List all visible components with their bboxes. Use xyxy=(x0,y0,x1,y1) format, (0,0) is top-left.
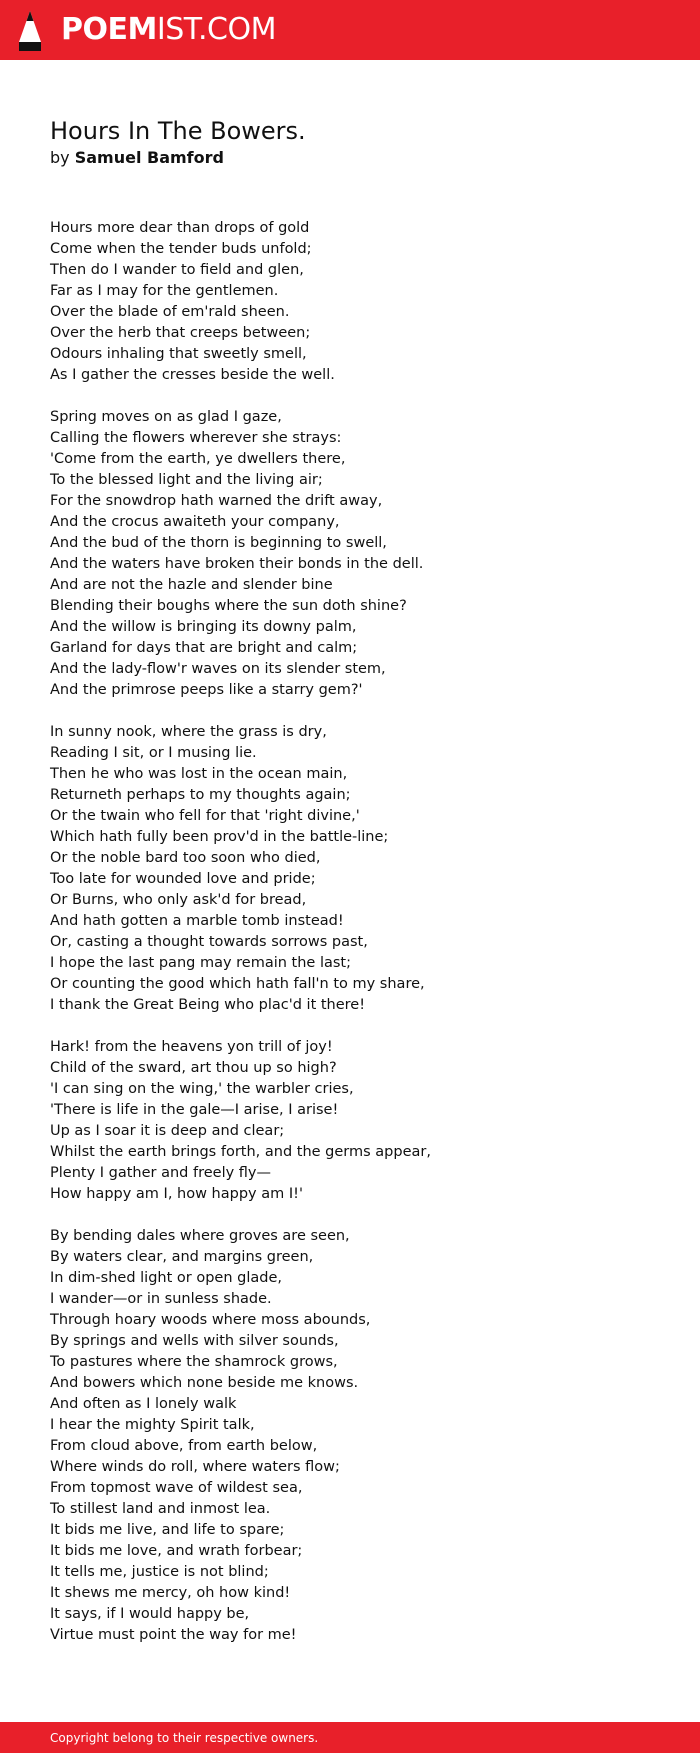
poem-line: Returneth perhaps to my thoughts again; xyxy=(50,787,351,803)
poem-line: I thank the Great Being who plac'd it there! xyxy=(50,997,366,1013)
poem-line: Over the blade of em'rald sheen. xyxy=(50,304,290,320)
poem-line: Over the herb that creeps between; xyxy=(50,325,311,341)
poem-line: 'There is life in the gale—I arise, I arise! xyxy=(50,1102,339,1118)
poem-line: And the lady-flow'r waves on its slender stem, xyxy=(50,661,386,677)
poem-line: How happy am I, how happy am I!' xyxy=(50,1186,303,1202)
stanza xyxy=(50,1226,670,1646)
poem-line: I wander—or in sunless shade. xyxy=(50,1291,272,1307)
poem-line: In sunny nook, where the grass is dry, xyxy=(50,724,327,740)
poem-line: It says, if I would happy be, xyxy=(50,1606,250,1622)
site-logo-text[interactable] xyxy=(61,12,276,48)
poem-line: Virtue must point the way for me! xyxy=(50,1627,297,1643)
poem-line: Then do I wander to field and glen, xyxy=(50,262,304,278)
poem-line: And hath gotten a marble tomb instead! xyxy=(50,913,344,929)
poem-line: By bending dales where groves are seen, xyxy=(50,1228,350,1244)
poem-line: Or Burns, who only ask'd for bread, xyxy=(50,892,307,908)
poem-line: And bowers which none beside me knows. xyxy=(50,1375,359,1391)
poem-line: It shews me mercy, oh how kind! xyxy=(50,1585,291,1601)
poem-line: Where winds do roll, where waters flow; xyxy=(50,1459,340,1475)
poem-line: It bids me love, and wrath forbear; xyxy=(50,1543,303,1559)
poem-line: It tells me, justice is not blind; xyxy=(50,1564,269,1580)
poem-line: Garland for days that are bright and calm; xyxy=(50,640,358,656)
poem-line: Or counting the good which hath fall'n to my share, xyxy=(50,976,425,992)
poem-line: To pastures where the shamrock grows, xyxy=(50,1354,338,1370)
poem-line: Odours inhaling that sweetly smell, xyxy=(50,346,307,362)
poem-line: Reading I sit, or I musing lie. xyxy=(50,745,257,761)
poem-line: To stillest land and inmost lea. xyxy=(50,1501,271,1517)
poem-line: And the crocus awaiteth your company, xyxy=(50,514,340,530)
stanza xyxy=(50,218,670,386)
by-label: by xyxy=(50,148,70,167)
poem-line: Which hath fully been prov'd in the battle-line; xyxy=(50,829,389,845)
poem-line: 'I can sing on the wing,' the warbler cries, xyxy=(50,1081,354,1097)
poem-line: Then he who was lost in the ocean main, xyxy=(50,766,348,782)
poem-body xyxy=(50,218,670,1667)
poem-line: 'Come from the earth, ye dwellers there, xyxy=(50,451,346,467)
poem-line: Blending their boughs where the sun doth shine? xyxy=(50,598,407,614)
poem-line: Far as I may for the gentlemen. xyxy=(50,283,279,299)
poem-line: Plenty I gather and freely fly— xyxy=(50,1165,272,1181)
poem-line: And the bud of the thorn is beginning to swell, xyxy=(50,535,387,551)
site-footer xyxy=(0,1722,700,1753)
poem-line: And often as I lonely walk xyxy=(50,1396,237,1412)
brand-bold: POEM xyxy=(61,12,157,47)
stanza xyxy=(50,407,670,701)
stanza xyxy=(50,722,670,1016)
poem-line: And are not the hazle and slender bine xyxy=(50,577,333,593)
poem-line: Up as I soar it is deep and clear; xyxy=(50,1123,285,1139)
poem-line: I hope the last pang may remain the last; xyxy=(50,955,351,971)
poem-title: Hours In The Bowers. xyxy=(50,117,306,145)
poem-line: Come when the tender buds unfold; xyxy=(50,241,312,257)
pencil-icon[interactable] xyxy=(17,10,43,52)
poem-line: I hear the mighty Spirit talk, xyxy=(50,1417,255,1433)
poem-line: Or the noble bard too soon who died, xyxy=(50,850,321,866)
poem-line: Hark! from the heavens yon trill of joy! xyxy=(50,1039,333,1055)
poem-line: Child of the sward, art thou up so high? xyxy=(50,1060,337,1076)
poem-line: Too late for wounded love and pride; xyxy=(50,871,316,887)
poem-line: To the blessed light and the living air; xyxy=(50,472,323,488)
byline xyxy=(50,147,224,169)
copyright-text: Copyright belong to their respective owners. xyxy=(50,1731,319,1745)
poem-line: It bids me live, and life to spare; xyxy=(50,1522,285,1538)
poem-line: Whilst the earth brings forth, and the germs appear, xyxy=(50,1144,431,1160)
poem-line: And the willow is bringing its downy palm, xyxy=(50,619,357,635)
brand-light: IST.COM xyxy=(156,12,276,47)
poem-line: As I gather the cresses beside the well. xyxy=(50,367,335,383)
author-name: Samuel Bamford xyxy=(74,148,224,167)
poem-line: By waters clear, and margins green, xyxy=(50,1249,314,1265)
poem-line: And the waters have broken their bonds in the dell. xyxy=(50,556,424,572)
site-header xyxy=(0,0,700,60)
poem-line: In dim-shed light or open glade, xyxy=(50,1270,282,1286)
poem-line: And the primrose peeps like a starry gem?' xyxy=(50,682,363,698)
poem-line: Or, casting a thought towards sorrows past, xyxy=(50,934,368,950)
poem-line: Or the twain who fell for that 'right divine,' xyxy=(50,808,360,824)
poem-line: By springs and wells with silver sounds, xyxy=(50,1333,339,1349)
poem-line: From topmost wave of wildest sea, xyxy=(50,1480,303,1496)
poem-line: Hours more dear than drops of gold xyxy=(50,220,310,236)
stanza xyxy=(50,1037,670,1205)
poem-line: For the snowdrop hath warned the drift away, xyxy=(50,493,383,509)
poem-line: Calling the flowers wherever she strays: xyxy=(50,430,342,446)
poem-line: Spring moves on as glad I gaze, xyxy=(50,409,282,425)
poem-line: From cloud above, from earth below, xyxy=(50,1438,318,1454)
poem-line: Through hoary woods where moss abounds, xyxy=(50,1312,371,1328)
